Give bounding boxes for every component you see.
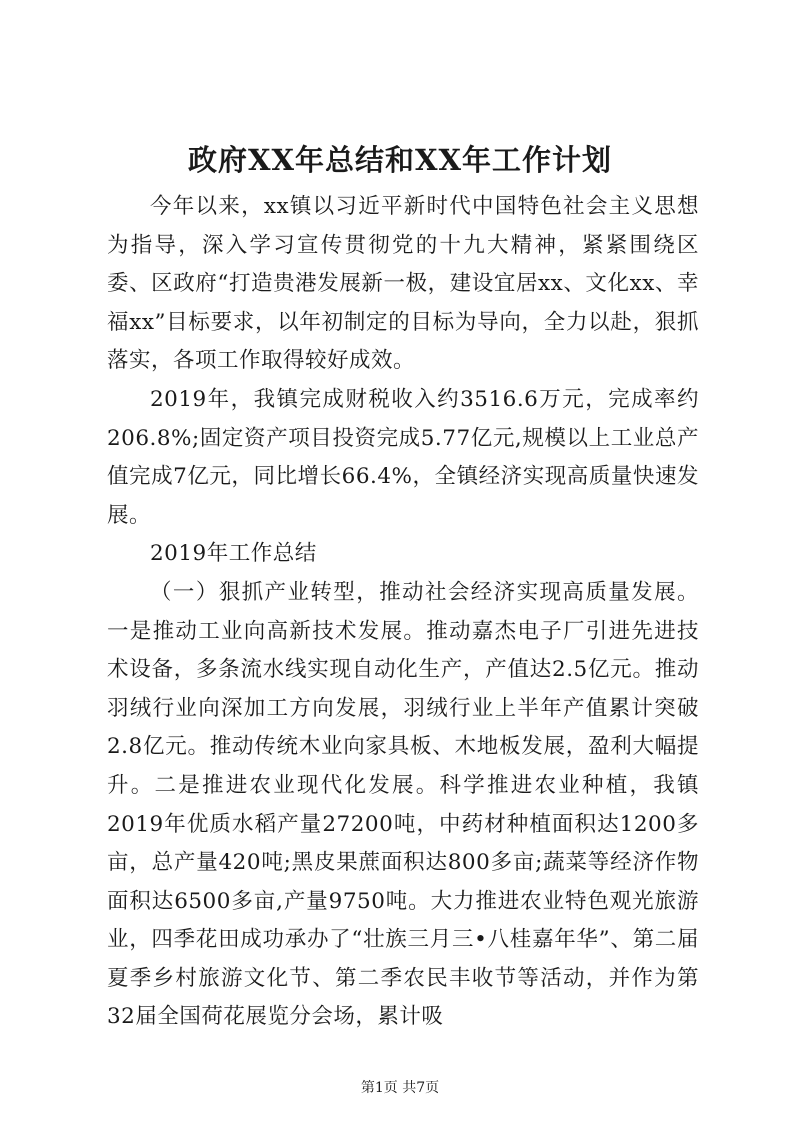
document-body [107,188,699,1037]
document-title: 政府XX年总结和XX年工作计划 [187,143,612,177]
intro-paragraph: 今年以来，xx镇以习近平新时代中国特色社会主义思想为指导，深入学习宣传贯彻党的十九大精神，紧紧围绕区委、区政府“打造贵港发展新一极，建设宜居xx、文化xx、幸福xx”目标要求，以年初制定的目标为导向，全力以赴，狠抓落实，各项工作取得较好成效。 [107,194,699,374]
section-one-paragraph: （一）狠抓产业转型，推动社会经济实现高质量发展。一是推动工业向高新技术发展。推动嘉杰电子厂引进先进技术设备，多条流水线实现自动化生产，产值达2.5亿元。推动羽绒行业向深加工方向发展，羽绒行业上半年产值累计突破2.8亿元。推动传统木业向家具板、木地板发展，盈利大幅提升。二是推进农业现代化发展。科学推进农业种植，我镇2019年优质水稻产量27200吨，中药材种植面积达1200多亩，总产量420吨;黑皮果蔗面积达800多亩;蔬菜等经济作物面积达6500多亩,产量9750吨。大力推进农业特色观光旅游业，四季花田成功承办了“壮族三月三•八桂嘉年华”、第二届夏季乡村旅游文化节、第二季农民丰收节等活动，并作为第32届全国荷花展览分会场，累计吸 [107,579,699,1030]
section-heading: 2019年工作总结 [150,541,317,567]
statistics-paragraph: 2019年，我镇完成财税收入约3516.6万元，完成率约206.8%;固定资产项目投资完成5.77亿元,规模以上工业总产值完成7亿元，同比增长66.4%，全镇经济实现高质量快速发展。 [107,386,699,528]
page-number-footer: 第1页 共7页 [360,1080,440,1096]
